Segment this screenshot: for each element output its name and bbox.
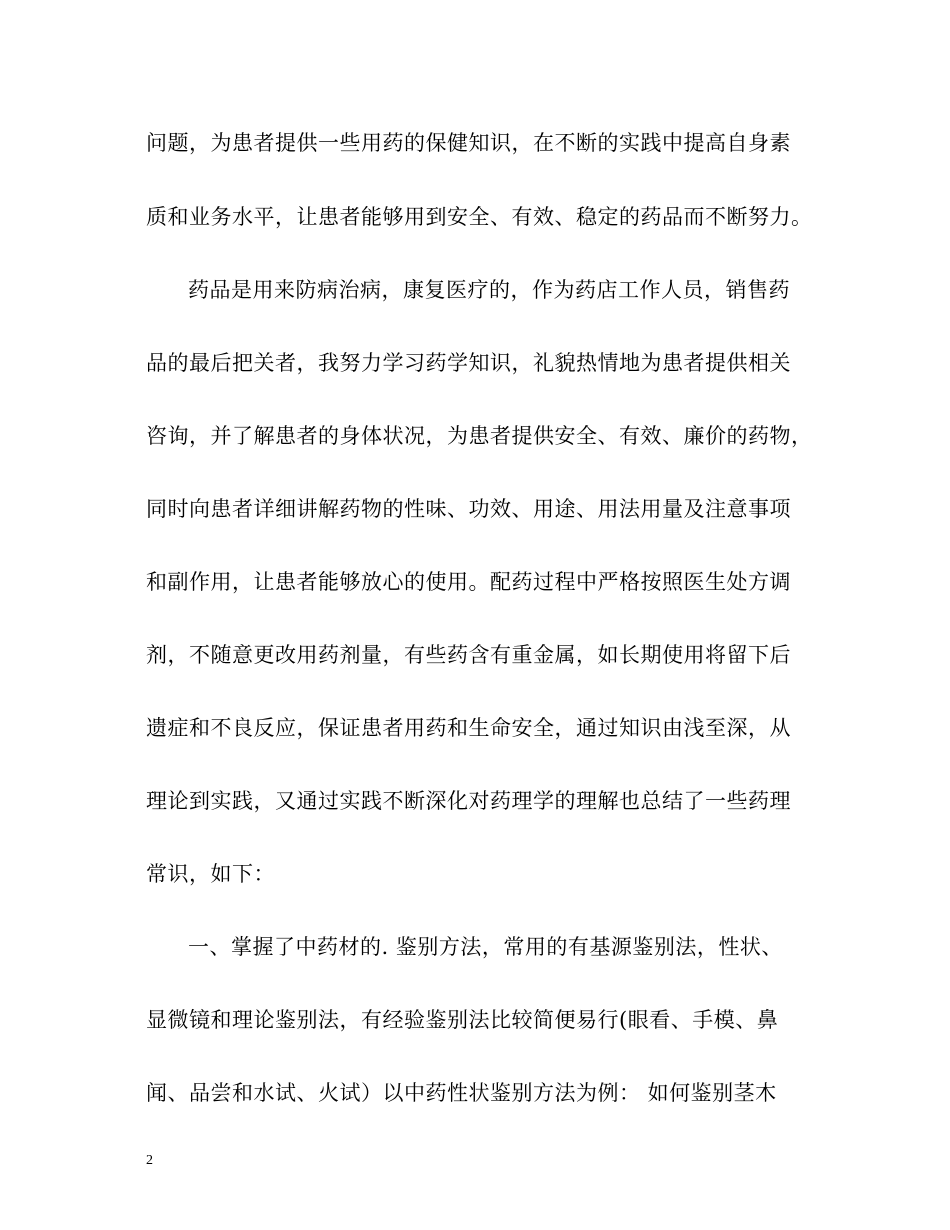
text-line: 常识，如下： [146, 862, 275, 886]
text-line: 同时向患者详细讲解药物的性味、功效、用途、用法用量及注意事项 [146, 497, 791, 521]
text-line: 和副作用，让患者能够放心的使用。配药过程中严格按照医生处方调 [146, 570, 791, 594]
text-line: 品的最后把关者，我努力学习药学知识，礼貌热情地为患者提供相关 [146, 351, 791, 375]
text-line: 质和业务水平，让患者能够用到安全、有效、稳定的药品而不断努力。 [146, 205, 813, 229]
text-line: 药品是用来防病治病，康复医疗的，作为药店工作人员，销售药 [188, 278, 790, 302]
text-line: 闻、品尝和水试、火试）以中药性状鉴别方法为例： 如何鉴别茎木 [146, 1081, 777, 1105]
text-line: 剂，不随意更改用药剂量，有些药含有重金属，如长期使用将留下后 [146, 643, 791, 667]
text-line: 遗症和不良反应，保证患者用药和生命安全，通过知识由浅至深，从 [146, 716, 791, 740]
text-line: 理论到实践，又通过实践不断深化对药理学的理解也总结了一些药理 [146, 789, 791, 813]
text-line: 一、掌握了中药材的. 鉴别方法，常用的有基源鉴别法，性状、 [188, 935, 783, 959]
page-number: 2 [146, 1153, 153, 1168]
text-line: 问题，为患者提供一些用药的保健知识，在不断的实践中提高自身素 [146, 131, 791, 155]
text-line: 显微镜和理论鉴别法，有经验鉴别法比较简便易行(眼看、手模、鼻 [146, 1008, 779, 1032]
text-line: 咨询，并了解患者的身体状况，为患者提供安全、有效、廉价的药物， [146, 424, 813, 448]
